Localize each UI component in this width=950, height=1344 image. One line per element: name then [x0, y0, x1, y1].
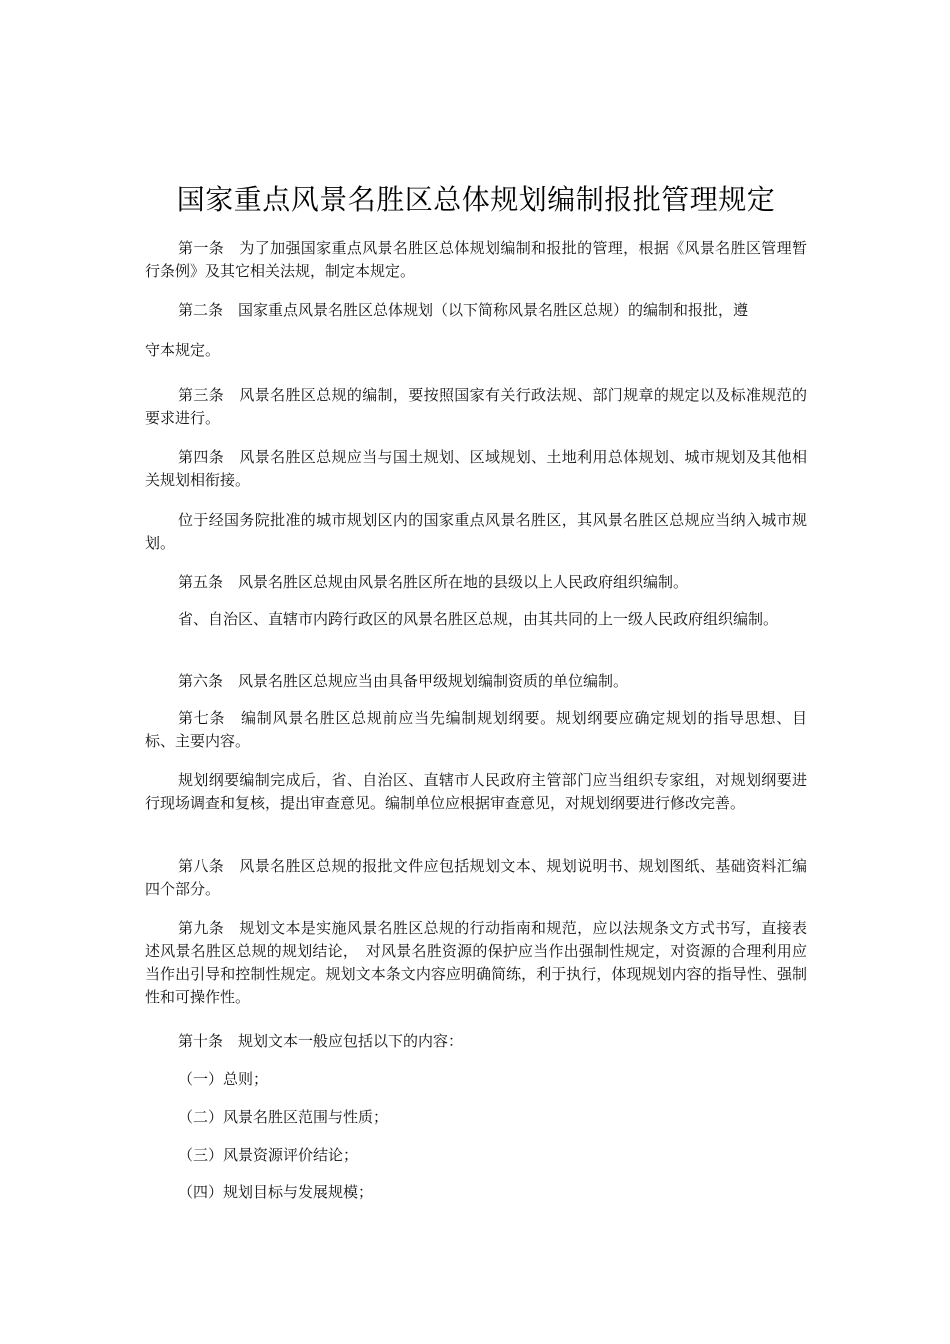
paragraph-article-7: 第七条 编制风景名胜区总规前应当先编制规划纲要。规划纲要应确定规划的指导思想、目标、主要内容。: [145, 709, 807, 750]
paragraph-article-6: 第六条 风景名胜区总规应当由具备甲级规划编制资质的单位编制。: [178, 672, 629, 690]
paragraph-article-8: 第八条 风景名胜区总规的报批文件应包括规划文本、规划说明书、规划图纸、基础资料汇编四个部分。: [145, 857, 807, 898]
list-item: （一）总则；: [178, 1070, 269, 1088]
paragraph-article-9: 第九条 规划文本是实施风景名胜区总规的行动指南和规范，应以法规条文方式书写，直接表述风景名胜区总规的规划结论， 对风景名胜资源的保护应当作出强制性规定，对资源的合理利用应当作出引导和控制性规定。规划文本条文内容应明确简练，利于执行，体现规划内容的指导性、强制性和可操作性。: [145, 919, 807, 1006]
paragraph-article-7-clause: 规划纲要编制完成后，省、自治区、直辖市人民政府主管部门应当组织专家组，对规划纲要进行现场调查和复核，提出审查意见。编制单位应根据审查意见，对规划纲要进行修改完善。: [145, 771, 807, 812]
document-title: 国家重点风景名胜区总体规划编制报批管理规定: [176, 183, 776, 216]
list-item: （二）风景名胜区范围与性质；: [178, 1108, 389, 1126]
paragraph-article-1: 第一条 为了加强国家重点风景名胜区总体规划编制和报批的管理，根据《风景名胜区管理暂行条例》及其它相关法规，制定本规定。: [145, 239, 807, 280]
paragraph-article-4-clause: 位于经国务院批准的城市规划区内的国家重点风景名胜区，其风景名胜区总规应当纳入城市规划。: [145, 511, 807, 552]
list-item: （四）规划目标与发展规模；: [178, 1183, 374, 1201]
paragraph-article-5-clause: 省、自治区、直辖市内跨行政区的风景名胜区总规，由其共同的上一级人民政府组织编制。: [178, 610, 779, 628]
paragraph-article-2: 第二条 国家重点风景名胜区总体规划（以下简称风景名胜区总规）的编制和报批，遵: [178, 301, 749, 319]
paragraph-article-10: 第十条 规划文本一般应包括以下的内容：: [178, 1032, 464, 1050]
list-item: （三）风景资源评价结论；: [178, 1146, 359, 1164]
paragraph-article-3: 第三条 风景名胜区总规的编制，要按照国家有关行政法规、部门规章的规定以及标准规范的要求进行。: [145, 386, 807, 427]
paragraph-article-2-continued: 守本规定。: [145, 341, 221, 359]
paragraph-article-5: 第五条 风景名胜区总规由风景名胜区所在地的县级以上人民政府组织编制。: [178, 573, 689, 591]
paragraph-article-4: 第四条 风景名胜区总规应当与国土规划、区域规划、土地利用总体规划、城市规划及其他相关规划相衔接。: [145, 448, 807, 489]
